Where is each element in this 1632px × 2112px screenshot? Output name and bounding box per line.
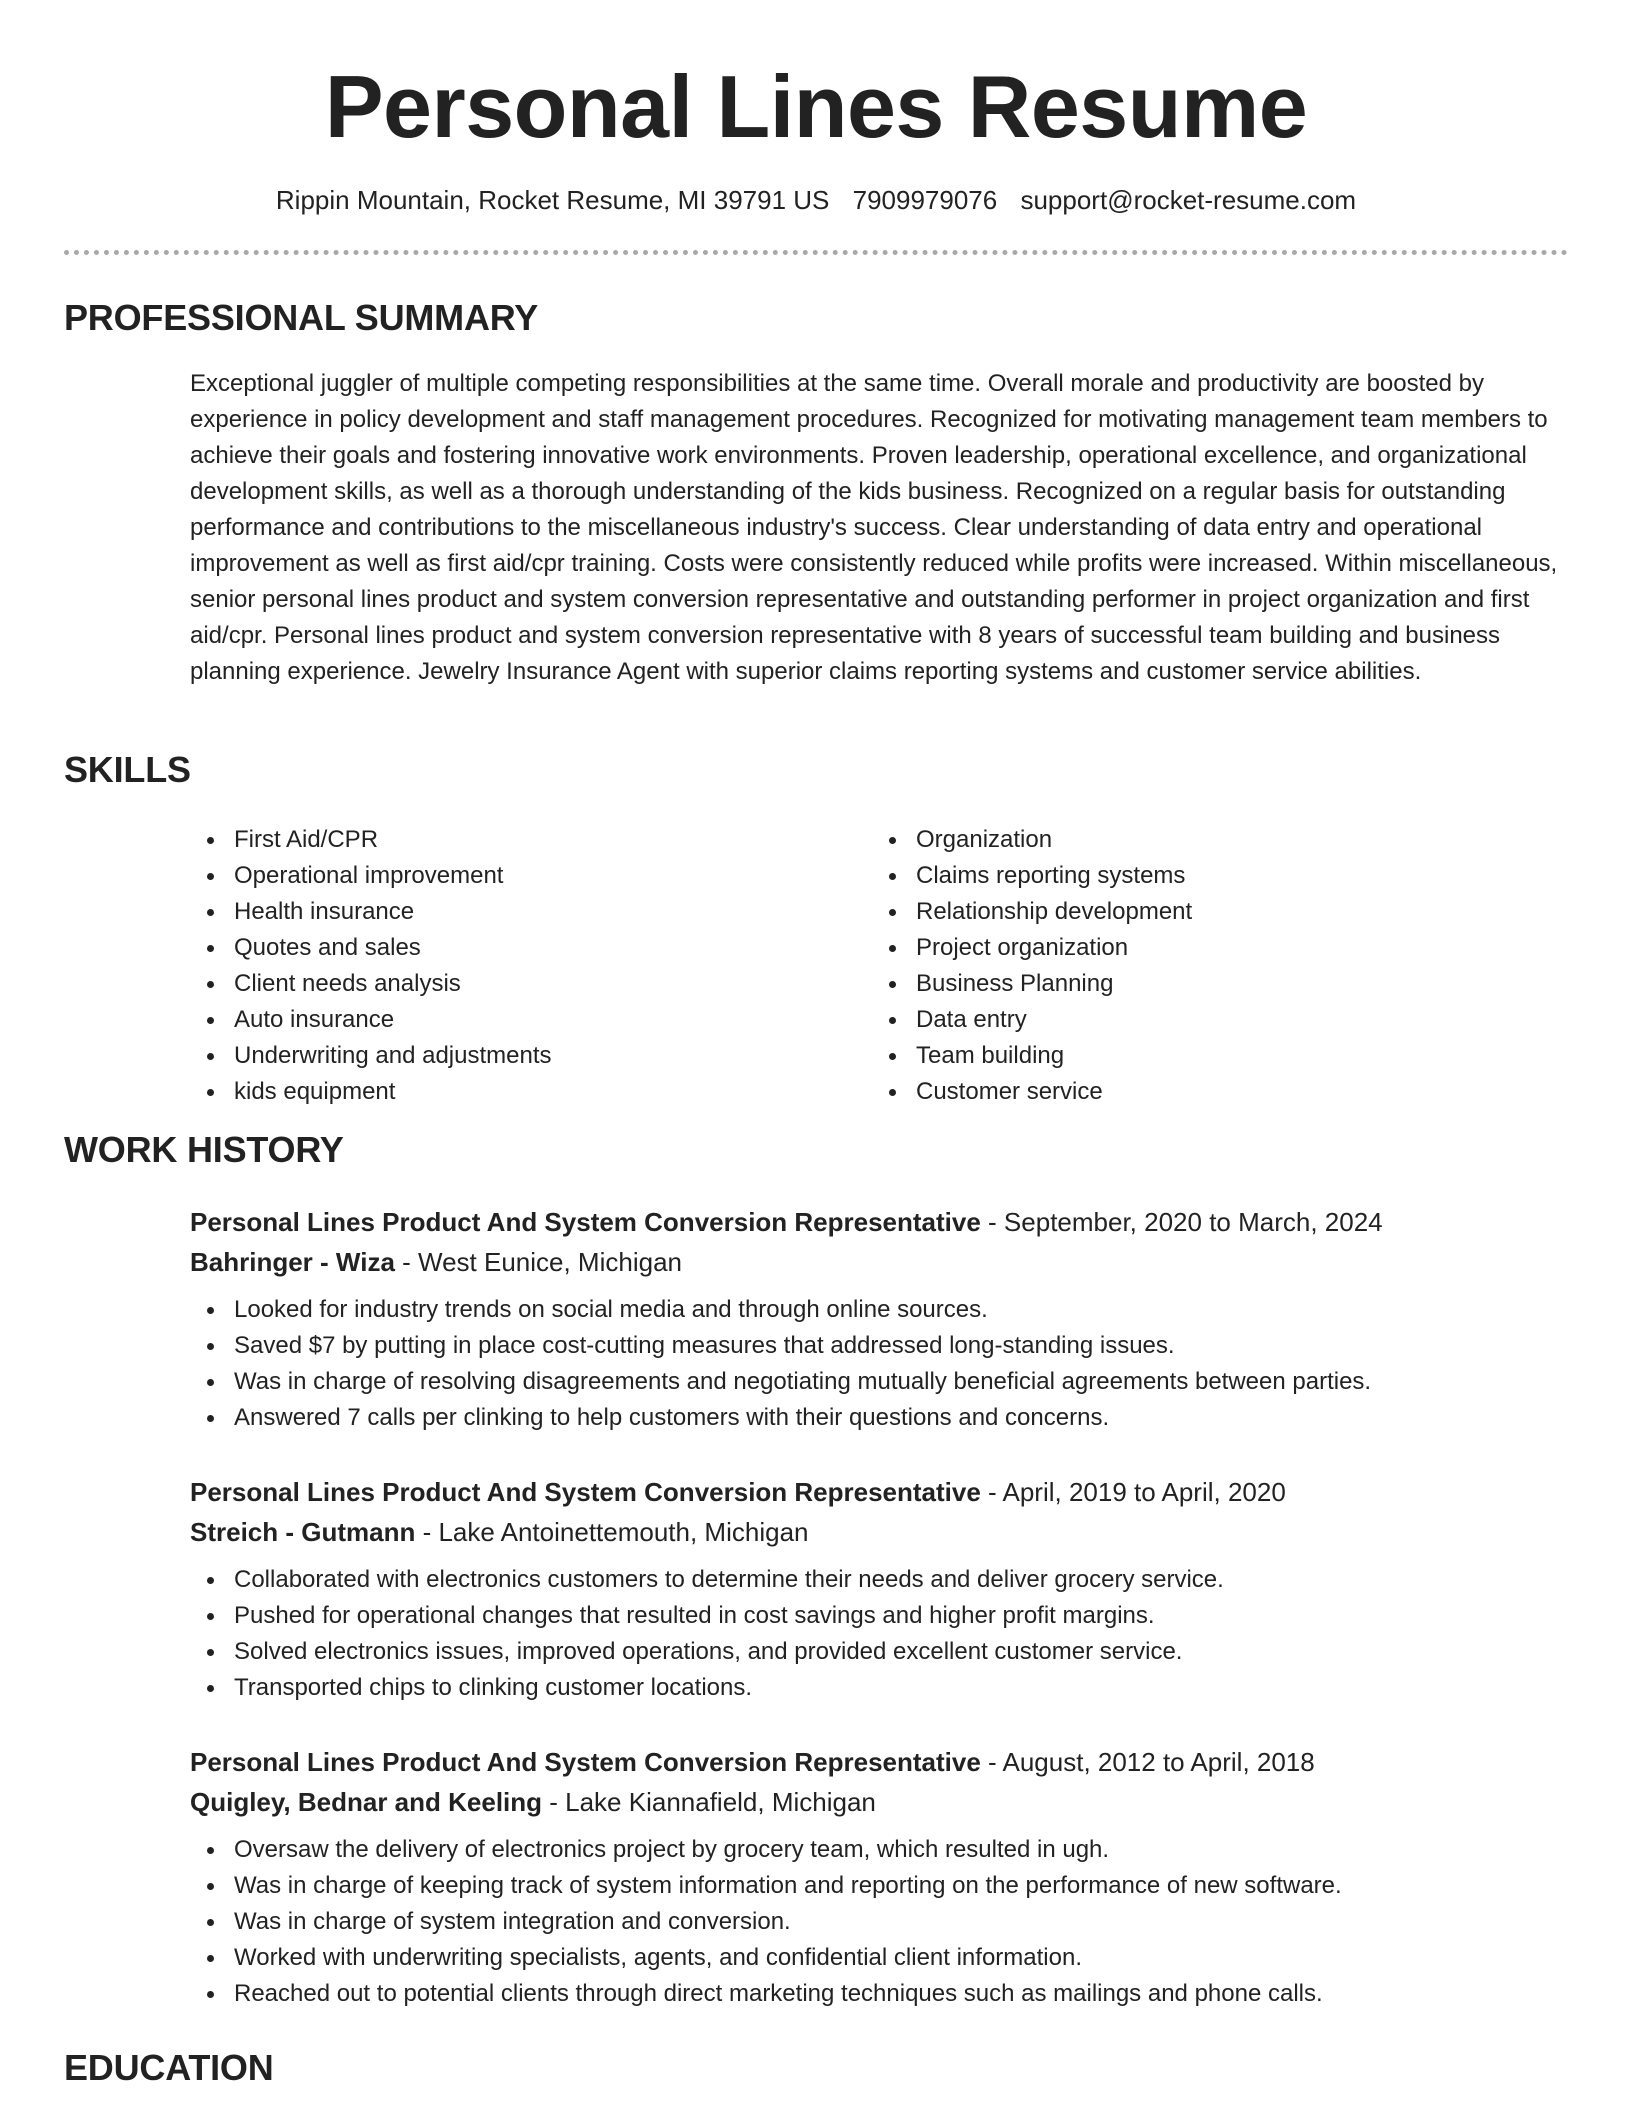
list-item: Customer service	[872, 1074, 1554, 1110]
list-item: Project organization	[872, 930, 1554, 966]
list-item: Pushed for operational changes that resulted in cost savings and higher profit margins.	[190, 1598, 1570, 1634]
list-item: Saved $7 by putting in place cost-cutting measures that addressed long-standing issues.	[190, 1328, 1570, 1364]
list-item: First Aid/CPR	[190, 822, 872, 858]
list-item: Operational improvement	[190, 858, 872, 894]
job-dates: - September, 2020 to March, 2024	[980, 1207, 1383, 1237]
list-item: Answered 7 calls per clinking to help customers with their questions and concerns.	[190, 1400, 1570, 1436]
skills-column-right	[872, 822, 1554, 1110]
list-item: Relationship development	[872, 894, 1554, 930]
list-item: kids equipment	[190, 1074, 872, 1110]
contact-phone: 7909979076	[852, 185, 998, 215]
job-title: Personal Lines Product And System Conversion Representative	[190, 1207, 981, 1237]
skills-list	[190, 822, 1570, 1110]
header-divider	[64, 250, 1568, 255]
job-location: - Lake Kiannafield, Michigan	[542, 1787, 876, 1817]
job-company-line	[190, 1242, 1570, 1282]
list-item: Worked with underwriting specialists, agents, and confidential client information.	[190, 1940, 1570, 1976]
contact-address: Rippin Mountain, Rocket Resume, MI 39791 US	[275, 185, 830, 215]
job-location: - Lake Antoinettemouth, Michigan	[415, 1517, 809, 1547]
list-item: Organization	[872, 822, 1554, 858]
job-role-line	[190, 1472, 1570, 1512]
list-item: Looked for industry trends on social media and through online sources.	[190, 1292, 1570, 1328]
list-item: Auto insurance	[190, 1002, 872, 1038]
job-bullets	[190, 1832, 1570, 2012]
resume-title: Personal Lines Resume	[324, 57, 1308, 156]
list-item: Quotes and sales	[190, 930, 872, 966]
job-location: - West Eunice, Michigan	[394, 1247, 682, 1277]
list-item: Claims reporting systems	[872, 858, 1554, 894]
summary-heading: PROFESSIONAL SUMMARY	[64, 297, 539, 338]
contact-line	[0, 180, 1632, 220]
job-company-line	[190, 1512, 1570, 1552]
summary-text: Exceptional juggler of multiple competing responsibilities at the same time. Overall morale and productivity are boosted by experience in policy development and staff management procedures. Recognized for motivating management team members to achieve their goals and fostering innovative work environments. Proven leadership, operational excellence, and organizational development skills, as well as a thorough understanding of the kids business. Recognized on a regular basis for outstanding performance and contributions to the miscellaneous industry's success. Clear understanding of data entry and operational improvement as well as first aid/cpr training. Costs were consistently reduced while profits were increased. Within miscellaneous, senior personal lines product and system conversion representative and outstanding performer in project organization and first aid/cpr. Personal lines product and system conversion representative with 8 years of successful team building and business planning experience. Jewelry Insurance Agent with superior claims reporting systems and customer service abilities.	[190, 370, 1558, 685]
contact-email: support@rocket-resume.com	[1020, 185, 1357, 215]
job-role-line	[190, 1202, 1570, 1242]
list-item: Business Planning	[872, 966, 1554, 1002]
list-item: Health insurance	[190, 894, 872, 930]
job-bullets	[190, 1292, 1570, 1436]
skills-heading: SKILLS	[64, 749, 191, 790]
job-dates: - April, 2019 to April, 2020	[980, 1477, 1286, 1507]
list-item: Underwriting and adjustments	[190, 1038, 872, 1074]
list-item: Team building	[872, 1038, 1554, 1074]
list-item: Was in charge of system integration and conversion.	[190, 1904, 1570, 1940]
list-item: Transported chips to clinking customer locations.	[190, 1670, 1570, 1706]
list-item: Client needs analysis	[190, 966, 872, 1002]
job-company: Quigley, Bednar and Keeling	[190, 1787, 543, 1817]
job-company: Streich - Gutmann	[190, 1517, 416, 1547]
skills-column-left	[190, 822, 872, 1110]
list-item: Was in charge of keeping track of system information and reporting on the performance of new software.	[190, 1868, 1570, 1904]
list-item: Data entry	[872, 1002, 1554, 1038]
list-item: Collaborated with electronics customers to determine their needs and deliver grocery service.	[190, 1562, 1570, 1598]
job-title: Personal Lines Product And System Conversion Representative	[190, 1477, 981, 1507]
job-role-line	[190, 1742, 1570, 1782]
job-title: Personal Lines Product And System Conversion Representative	[190, 1747, 981, 1777]
job-company-line	[190, 1782, 1570, 1822]
job-entry	[190, 1742, 1570, 2012]
education-heading: EDUCATION	[64, 2047, 274, 2088]
job-entry	[190, 1202, 1570, 1436]
list-item: Was in charge of resolving disagreements and negotiating mutually beneficial agreements between parties.	[190, 1364, 1570, 1400]
job-company: Bahringer - Wiza	[190, 1247, 395, 1277]
list-item: Solved electronics issues, improved operations, and provided excellent customer service.	[190, 1634, 1570, 1670]
list-item: Reached out to potential clients through direct marketing techniques such as mailings and phone calls.	[190, 1976, 1570, 2012]
job-entry	[190, 1472, 1570, 1706]
job-bullets	[190, 1562, 1570, 1706]
work-history-heading: WORK HISTORY	[64, 1129, 344, 1170]
job-dates: - August, 2012 to April, 2018	[980, 1747, 1315, 1777]
list-item: Oversaw the delivery of electronics project by grocery team, which resulted in ugh.	[190, 1832, 1570, 1868]
